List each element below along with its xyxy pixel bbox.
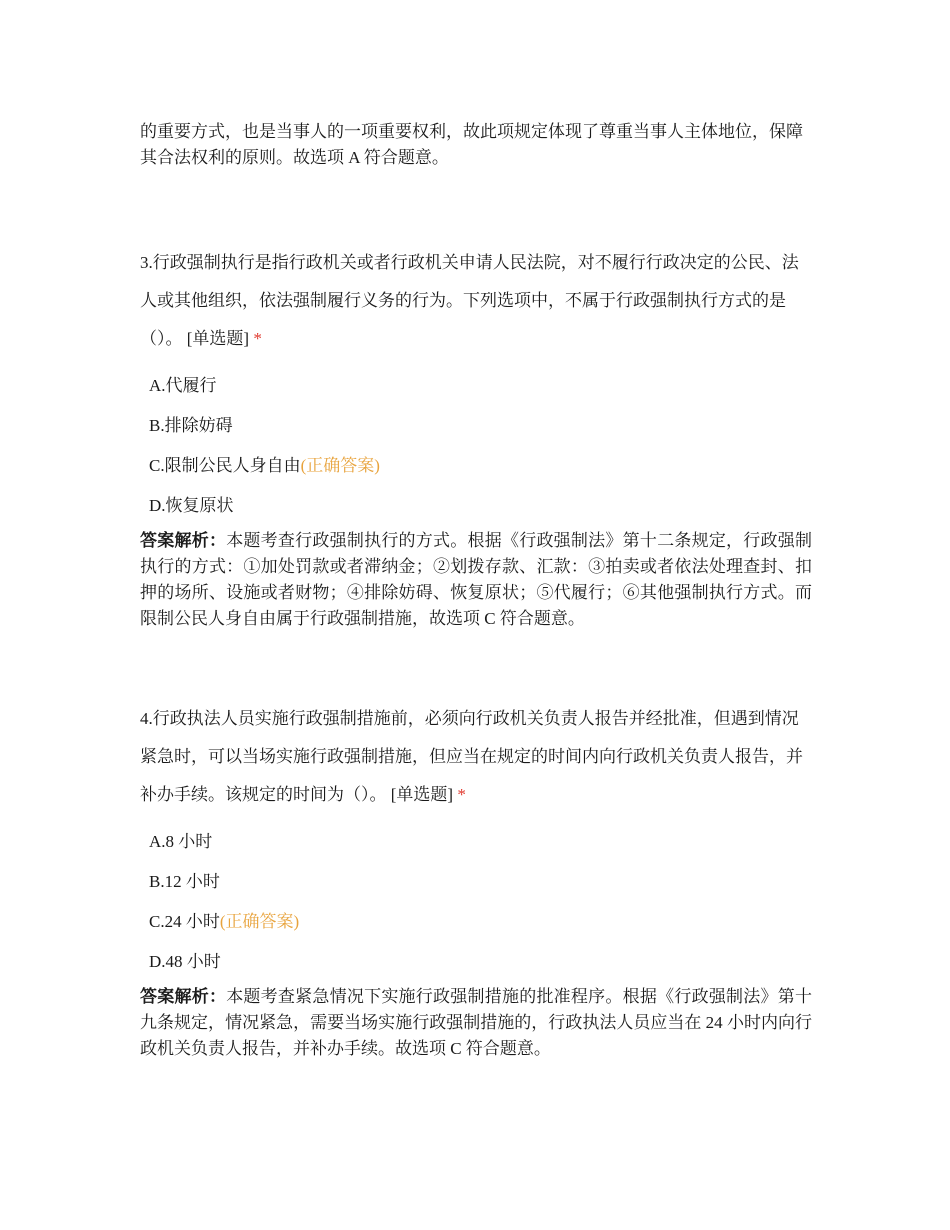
option-a[interactable] [149, 366, 812, 406]
analysis-text: 本题考查行政强制执行的方式。根据《行政强制法》第十二条规定，行政强制执行的方式：①加处罚款或者滞纳金；②划拨存款、汇款：③拍卖或者依法处理查封、扣押的场所、设施或者财物；④排除妨碍、恢复原状；⑤代履行；⑥其他强制执行方式。而限制公民人身自由属于行政强制措施，故选项 C 符合题意。 [140, 531, 813, 628]
option-d[interactable] [149, 942, 812, 982]
previous-analysis-continuation: 的重要方式，也是当事人的一项重要权利，故此项规定体现了尊重当事人主体地位，保障其合法权利的原则。故选项 A 符合题意。 [140, 122, 803, 167]
question-text [140, 700, 812, 814]
options-list [140, 822, 812, 982]
option-a[interactable] [149, 822, 812, 862]
option-b[interactable] [149, 862, 812, 902]
analysis-text: 本题考查紧急情况下实施行政强制措施的批准程序。根据《行政强制法》第十九条规定，情况紧急，需要当场实施行政强制措施的，行政执法人员应当在 24 小时内向行政机关负责人报告，并补办手续。故选项 C 符合题意。 [140, 987, 813, 1058]
option-label: A.8 小时 [149, 832, 213, 851]
correct-answer-tag: (正确答案) [219, 912, 300, 931]
question-text [140, 244, 812, 358]
option-c[interactable] [149, 902, 812, 942]
option-label: C.24 小时 [149, 912, 220, 931]
option-b[interactable] [149, 406, 812, 446]
option-label: D.恢复原状 [149, 496, 234, 515]
answer-analysis [140, 528, 812, 632]
question-stem: 4.行政执法人员实施行政强制措施前，必须向行政机关负责人报告并经批准，但遇到情况紧急时，可以当场实施行政强制措施，但应当在规定的时间内向行政机关负责人报告，并补办手续。该规定的时间为（）。 [单选题] [140, 709, 803, 804]
option-label: B.排除妨碍 [149, 416, 233, 435]
option-label: C.限制公民人身自由 [149, 456, 301, 475]
option-label: B.12 小时 [149, 872, 220, 891]
answer-analysis [140, 984, 812, 1062]
question-stem: 3.行政强制执行是指行政机关或者行政机关申请人民法院，对不履行行政决定的公民、法人或其他组织，依法强制履行义务的行为。下列选项中，不属于行政强制执行方式的是（）。 [单选题] [140, 253, 799, 348]
option-c[interactable] [149, 446, 812, 486]
option-d[interactable] [149, 486, 812, 526]
option-label: A.代履行 [149, 376, 217, 395]
required-marker: * [253, 329, 262, 348]
options-list [140, 366, 812, 526]
analysis-label: 答案解析： [140, 987, 227, 1006]
question-3 [140, 244, 812, 632]
analysis-label: 答案解析： [140, 531, 227, 550]
correct-answer-tag: (正确答案) [300, 456, 380, 475]
required-marker: * [457, 785, 466, 804]
option-label: D.48 小时 [149, 952, 221, 971]
question-4 [140, 700, 812, 1062]
